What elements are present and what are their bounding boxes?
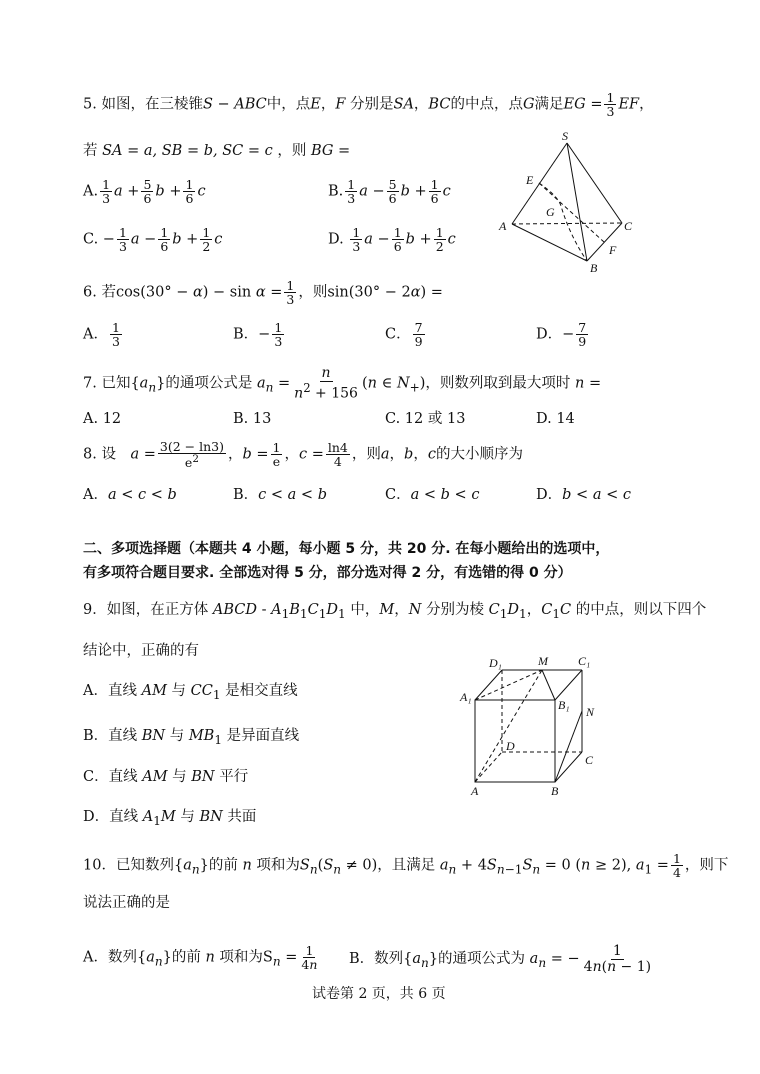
q9-option-a: A．直线 AM 与 $CC_1$ 是相交直线 — [83, 683, 298, 702]
fig5-label-b: B — [590, 261, 598, 275]
q6-option-b: B．− $\frac{1}{3}$ — [233, 320, 283, 350]
q10-option-a: A．数列$\{a_n\}$的前 n 项和为$S_n$ = $\frac{1}{4n}$ — [83, 943, 318, 973]
tetrahedron-figure — [490, 126, 640, 276]
fig9-label-a1: A₁ — [460, 690, 472, 704]
q8-stem: 8. 设 a = $\frac{3(2 - \ln 3)}{e^2}$ ，b = $\frac{1}{e}$ ，c = $\frac{\ln 4}{4}$ ，则a，b，c的大小顺序为 — [83, 439, 523, 471]
q7-option-c: C. 12 或 13 — [385, 411, 466, 427]
q10-stem-line1: 10．已知数列$\{a_n\}$的前 n 项和为$S_n(S_n \ne 0)$，且满足 $a_n + 4S_{n-1}S_n = 0$ (n ≥ 2), $a_1$ = $\frac{1}{4}$ ，则下 — [83, 851, 729, 881]
q8-option-c: C．a < b < c — [385, 487, 480, 503]
q9-stem-line1: 9．如图，在正方体 ABCD - $A_1B_1C_1D_1$ 中，M，N 分别为棱 $C_1D_1$，$C_1C$ 的中点，则以下四个 — [83, 602, 707, 621]
fig9-label-a: A — [471, 784, 479, 798]
fig9-label-n: N — [586, 705, 595, 719]
fig5-label-g: G — [546, 205, 555, 219]
fig9-label-m: M — [538, 654, 548, 668]
fig5-label-c: C — [624, 219, 633, 233]
fig9-label-c1: C₁ — [578, 654, 591, 668]
q5-option-b: B. $\frac{1}{3}$ a − $\frac{5}{6}$ b + $\frac{1}{6}$ c — [328, 177, 451, 207]
fig9-label-c: C — [585, 753, 594, 767]
q5-option-c: C. − $\frac{1}{3}$ a − $\frac{1}{6}$ b + $\frac{1}{2}$ c — [83, 225, 223, 255]
q9-stem-line2: 结论中，正确的有 — [83, 643, 199, 659]
q7-stem: 7. 已知$\{a_n\}$的通项公式是 $a_n$ = $\frac{n}{n^2 + 156}$ (n ∈ $N_+$)，则数列取到最大项时 n = — [83, 365, 602, 402]
q9-option-d: D．直线 $A_1M$ 与 BN 共面 — [83, 809, 257, 828]
section2-heading-line1: 二、多项选择题（本题共 4 小题，每小题 5 分，共 20 分. 在每小题给出的选项中， — [83, 541, 610, 557]
cube-figure — [452, 652, 612, 802]
fig9-label-b1: B₁ — [558, 698, 570, 712]
q7-option-a: A. 12 — [83, 411, 122, 427]
fig9-label-d1: D₁ — [489, 656, 502, 670]
q10-stem-line2: 说法正确的是 — [83, 895, 170, 911]
q9-option-b: B．直线 BN 与 $MB_1$ 是异面直线 — [83, 728, 300, 747]
q5-option-d: D. $\frac{1}{3}$ a − $\frac{1}{6}$ b + $\frac{1}{2}$ c — [328, 225, 456, 255]
q6-option-a: A． $\frac{1}{3}$ — [83, 320, 120, 350]
fig9-label-d: D — [506, 739, 515, 753]
fig5-label-e: E — [526, 173, 534, 187]
q7-option-b: B. 13 — [233, 411, 272, 427]
q6-option-c: C． $\frac{7}{9}$ — [385, 320, 423, 350]
q8-option-b: B．c < a < b — [233, 487, 327, 503]
q6-option-d: D．− $\frac{7}{9}$ — [536, 320, 587, 350]
q9-option-c: C．直线 AM 与 BN 平行 — [83, 769, 249, 785]
q8-option-d: D．b < a < c — [536, 487, 631, 503]
q10-option-b: B．数列$\{a_n\}$的通项公式为 $a_n$ = − $\frac{1}{4n(n - 1)}$ — [349, 943, 652, 975]
fig5-label-a: A — [499, 219, 507, 233]
page-footer: 试卷第 2 页，共 6 页 — [312, 986, 446, 1002]
fig5-label-s: S — [562, 129, 568, 143]
q5-stem-line2: 若 SA = a, SB = b, SC = c ，则 BG = — [83, 143, 351, 159]
fig9-label-b: B — [551, 784, 559, 798]
fig5-label-f: F — [609, 243, 617, 257]
q6-stem: 6. 若cos(30° − α) − sin α = $\frac{1}{3}$ ，则sin(30° − 2α) = — [83, 278, 443, 308]
section2-heading-line2: 有多项符合题目要求. 全部选对得 5 分，部分选对得 2 分，有选错的得 0 分） — [83, 565, 572, 581]
q7-option-d: D. 14 — [536, 411, 575, 427]
q8-option-a: A．a < c < b — [83, 487, 177, 503]
q5-option-a: A. $\frac{1}{3}$ a + $\frac{5}{6}$ b + $\frac{1}{6}$ c — [83, 177, 206, 207]
q5-stem-line1: 5. 如图，在三棱锥S − ABC中，点E，F 分别是SA，BC的中点，点G满足EG = $\frac{1}{3}$ EF， — [83, 90, 654, 120]
